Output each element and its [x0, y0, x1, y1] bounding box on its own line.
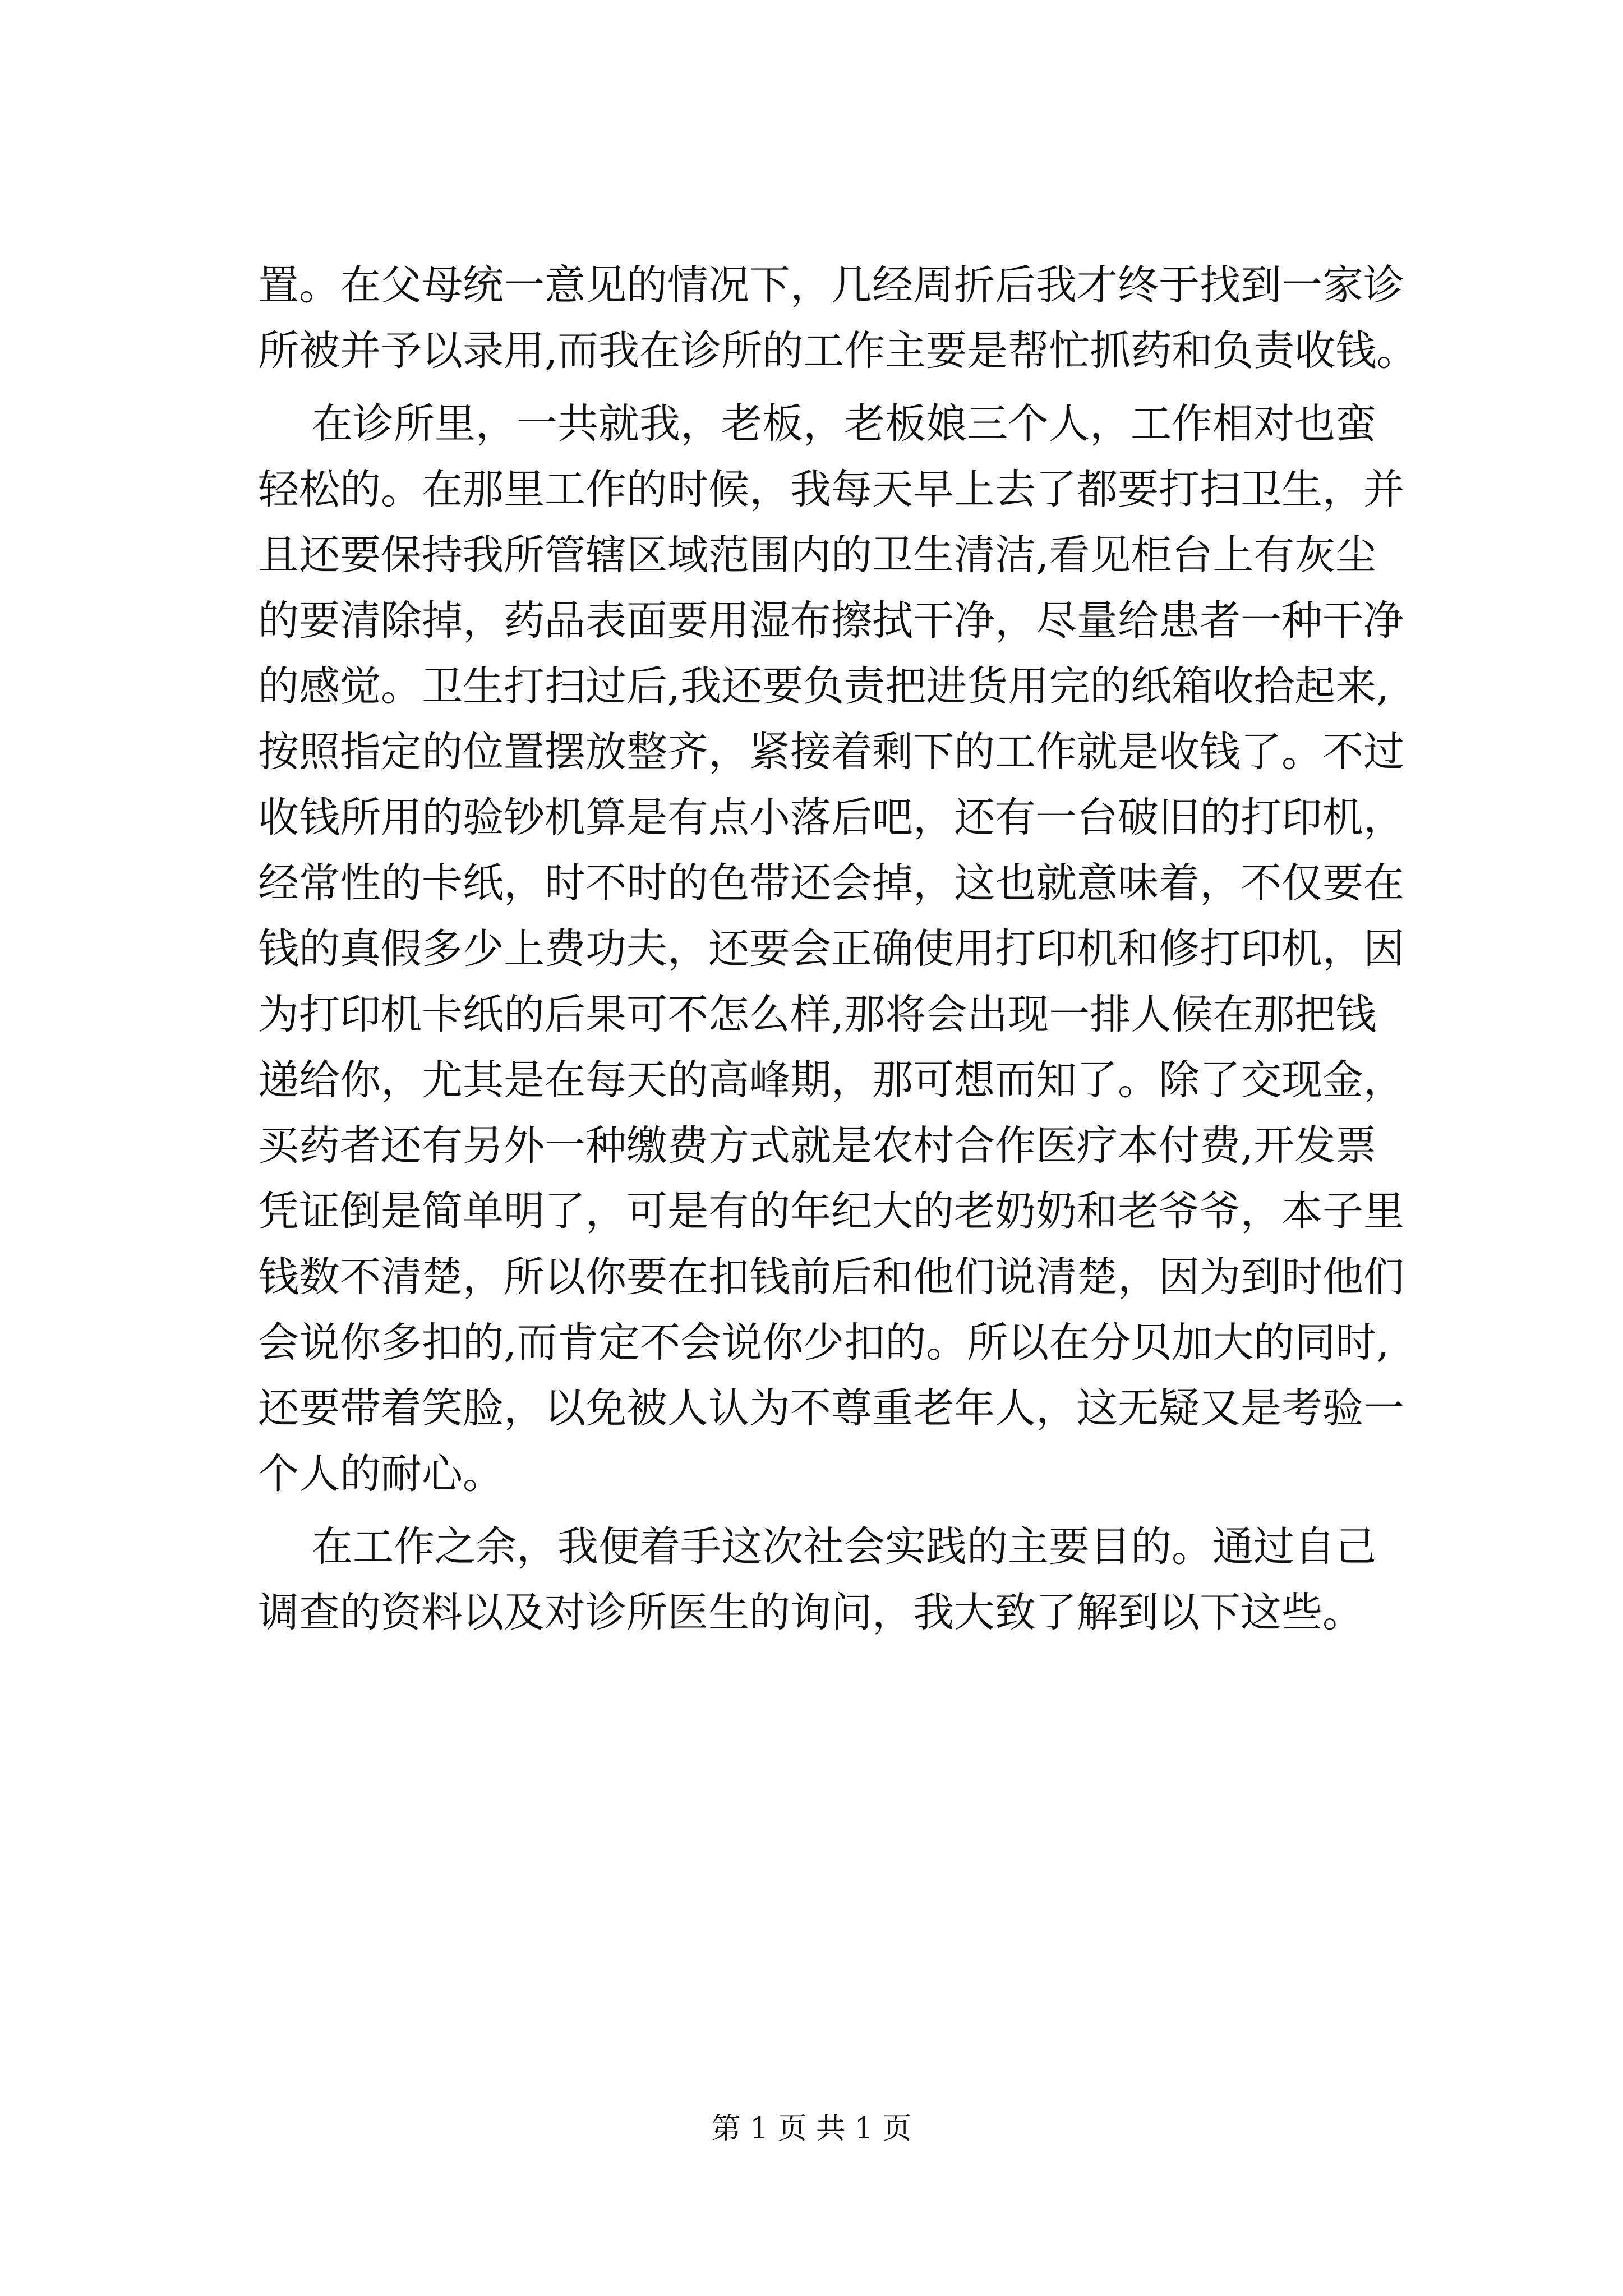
text-line: 置。在父母统一意见的情况下，几经周折后我才终于找到一家诊	[258, 261, 1404, 309]
paragraph-1	[258, 252, 1458, 384]
text-line: 还要带着笑脸，以免被人认为不尊重老年人，这无疑又是考验一	[258, 1384, 1404, 1432]
text-line: 个人的耐心。	[258, 1450, 504, 1498]
text-line: 在工作之余，我便着手这次社会实践的主要目的。通过自己	[312, 1523, 1376, 1571]
text-line: 在诊所里，一共就我，老板，老板娘三个人，工作相对也蛮	[312, 400, 1376, 448]
text-line: 经常性的卡纸，时不时的色带还会掉，这也就意味着，不仅要在	[258, 859, 1404, 907]
paragraph-2	[258, 391, 1458, 1507]
text-line: 调查的资料以及对诊所医生的询问，我大致了解到以下这些。	[258, 1589, 1363, 1636]
text-line: 收钱所用的验钞机算是有点小落后吧，还有一台破旧的打印机，	[258, 794, 1404, 841]
paragraph-3	[258, 1514, 1458, 1645]
paragraph-spacer	[258, 384, 1458, 391]
text-line: 且还要保持我所管辖区域范围内的卫生清洁,看见柜台上有灰尘	[258, 531, 1377, 579]
text-line: 为打印机卡纸的后果可不怎么样,那将会出现一排人候在那把钱	[258, 991, 1377, 1038]
page-number: 第 1 页 共 1 页	[711, 2112, 912, 2146]
text-line: 的感觉。卫生打扫过后,我还要负责把进货用完的纸箱收拾起来,	[258, 662, 1390, 710]
text-line: 所被并予以录用,而我在诊所的工作主要是帮忙抓药和负责收钱。	[258, 327, 1418, 375]
text-line: 的要清除掉，药品表面要用湿布擦拭干净，尽量给患者一种干净	[258, 597, 1404, 645]
page-footer	[0, 2109, 1623, 2148]
text-line: 买药者还有另外一种缴费方式就是农村合作医疗本付费,开发票	[258, 1122, 1377, 1170]
text-line: 钱数不清楚，所以你要在扣钱前后和他们说清楚，因为到时他们	[258, 1253, 1404, 1301]
text-line: 凭证倒是简单明了，可是有的年纪大的老奶奶和老爷爷，本子里	[258, 1188, 1404, 1235]
text-line: 钱的真假多少上费功夫，还要会正确使用打印机和修打印机，因	[258, 925, 1404, 973]
text-line: 递给你，尤其是在每天的高峰期，那可想而知了。除了交现金，	[258, 1056, 1404, 1104]
document-body	[258, 252, 1458, 1645]
text-line: 轻松的。在那里工作的时候，我每天早上去了都要打扫卫生，并	[258, 466, 1404, 513]
text-line: 按照指定的位置摆放整齐，紧接着剩下的工作就是收钱了。不过	[258, 728, 1404, 776]
text-line: 会说你多扣的,而肯定不会说你少扣的。所以在分贝加大的同时,	[258, 1319, 1390, 1366]
paragraph-spacer	[258, 1507, 1458, 1514]
